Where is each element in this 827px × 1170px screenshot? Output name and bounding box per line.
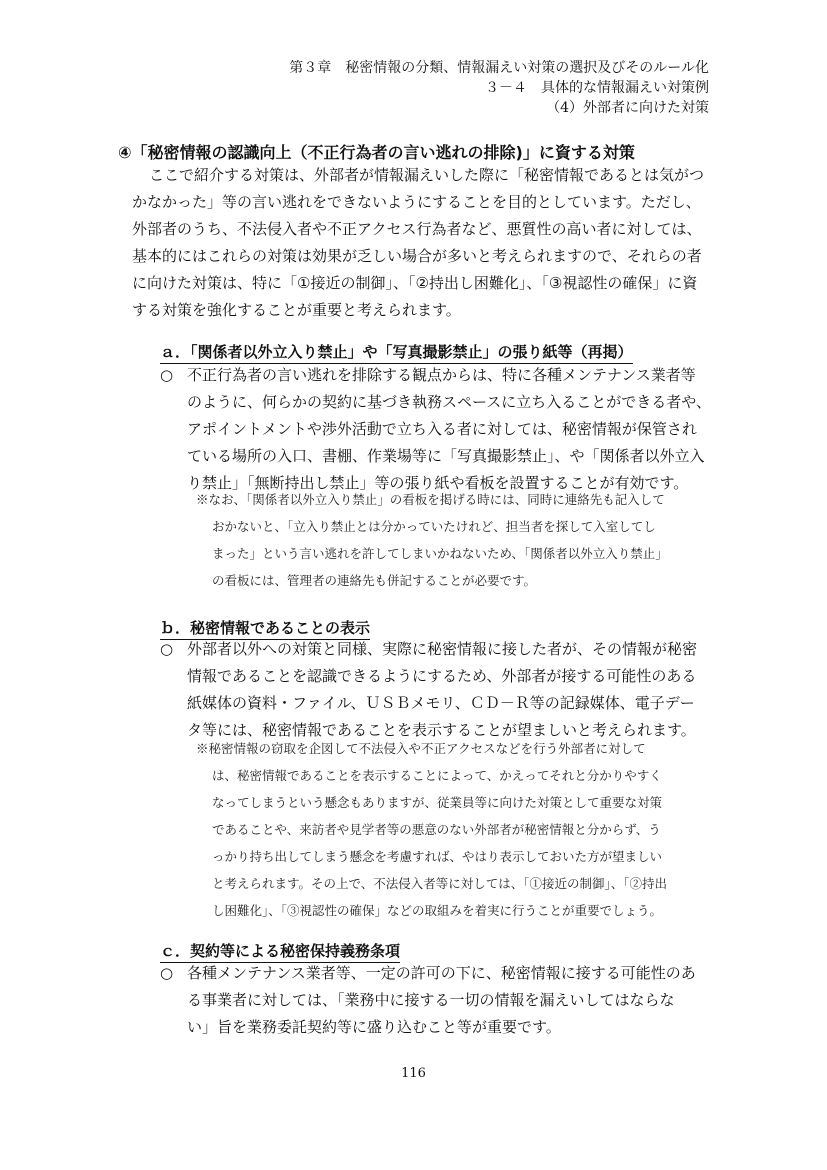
body-line: 外部者以外への対策と同様、実際に秘密情報に接した者が、その情報が秘密 xyxy=(187,640,698,658)
circle-bullet-icon: ○ xyxy=(160,964,174,982)
section-header: ３－４ 具体的な情報漏えい対策例 xyxy=(485,80,709,96)
page-number: 116 xyxy=(401,1066,426,1081)
note-line: は、秘密情報であることを表示することによって、かえってそれと分かりやすく xyxy=(212,768,662,783)
chapter-header: 第３章 秘密情報の分類、情報漏えい対策の選択及びそのルール化 xyxy=(289,60,709,76)
body-line: る事業者に対しては、「業務中に接する一切の情報を漏えいしてはならな xyxy=(187,991,675,1009)
subsection-a-title: ａ．「関係者以外立入り禁止」や「写真撮影禁止」の張り紙等（再掲） xyxy=(160,341,633,364)
circle-bullet-icon: ○ xyxy=(160,640,174,658)
body-line: 不正行為者の言い逃れを排除する観点からは、特に各種メンテナンス業者等 xyxy=(187,366,696,384)
body-line: い」旨を業務委託契約等に盛り込むこと等が重要です。 xyxy=(187,1018,561,1036)
circle-bullet-icon: ○ xyxy=(160,366,174,384)
note-line: ※なお、「関係者以外立入り禁止」の看板を掲げる時には、同時に連絡先も記入して xyxy=(196,492,665,507)
subsection-a-note xyxy=(196,486,668,594)
note-line: し困難化」、「③視認性の確保」などの取組みを着実に行うことが重要でしょう。 xyxy=(212,903,663,918)
body-line: り禁止」「無断持出し禁止」等の張り紙や看板を設置することが有効です。 xyxy=(187,474,689,492)
subsection-b-title: ｂ．秘密情報であることの表示 xyxy=(160,617,370,640)
note-line: の看板には、管理者の連絡先も併記することが必要です。 xyxy=(212,573,537,588)
intro-line: する対策を強化することが重要と考えられます。 xyxy=(132,301,461,319)
note-line: であることや、来訪者や見学者等の悪意のない外部者が秘密情報と分からず、う xyxy=(212,822,661,837)
body-line: 各種メンテナンス業者等、一定の許可の下に、秘密情報に接する可能性のあ xyxy=(187,964,696,982)
intro-paragraph xyxy=(132,162,704,324)
body-line: のように、何らかの契約に基づき執務スペースに立ち入ることができる者や、 xyxy=(187,393,711,411)
body-line: アポイントメントや渉外活動で立ち入る者に対しては、秘密情報が保管され xyxy=(187,420,697,438)
note-line: まった」という言い逃れを許してしまいかねないため、「関係者以外立入り禁止」 xyxy=(212,546,668,561)
note-line: おかないと、「立入り禁止とは分かっていたけれど、担当者を探して入室してし xyxy=(212,519,656,534)
intro-line: 基本的にはこれらの対策は効果が乏しい場合が多いと考えられますので、それらの者 xyxy=(132,247,702,265)
subsection-c-title: ｃ．契約等による秘密保持義務条項 xyxy=(160,940,400,963)
note-line: っかり持ち出してしまう懸念を考慮すれば、やはり表示しておいた方が望ましい xyxy=(212,849,663,864)
intro-line: に向けた対策は、特に「①接近の制御」、「②持出し困難化」、「③視認性の確保」に資 xyxy=(132,274,698,292)
subsection-b-note xyxy=(196,735,667,924)
body-line: タ等には、秘密情報であることを表示することが望ましいと考えられます。 xyxy=(187,721,696,739)
body-line: 紙媒体の資料・ファイル、ＵＳＢメモリ、ＣＤ－Ｒ等の記録媒体、電子デー xyxy=(187,694,695,712)
subsection-header: （4）外部者に向けた対策 xyxy=(546,100,709,116)
intro-line: かなかった」等の言い逃れをできないようにすることを目的としています。ただし、 xyxy=(132,193,701,211)
body-line: ている場所の入口、書棚、作業場等に「写真撮影禁止」、や「関係者以外立入 xyxy=(187,447,705,465)
section-title: ④「秘密情報の認識向上（不正行為者の言い逃れの排除)」に資する対策 xyxy=(118,143,635,162)
note-line: ※秘密情報の窃取を企図して不法侵入や不正アクセスなどを行う外部者に対して xyxy=(196,741,646,756)
note-line: と考えられます。その上で、不法侵入者等に対しては、「①接近の制御」、「②持出 xyxy=(212,876,668,891)
intro-line: 外部者のうち、不法侵入者や不正アクセス行為者など、悪質性の高い者に対しては、 xyxy=(132,220,702,238)
body-line: 情報であることを認識できるようにするため、外部者が接する可能性のある xyxy=(187,667,697,685)
intro-line: ここで紹介する対策は、外部者が情報漏えいした際に「秘密情報であるとは気がつ xyxy=(149,166,705,184)
note-line: なってしまうという懸念もありますが、従業員等に向けた対策として重要な対策 xyxy=(212,795,663,810)
